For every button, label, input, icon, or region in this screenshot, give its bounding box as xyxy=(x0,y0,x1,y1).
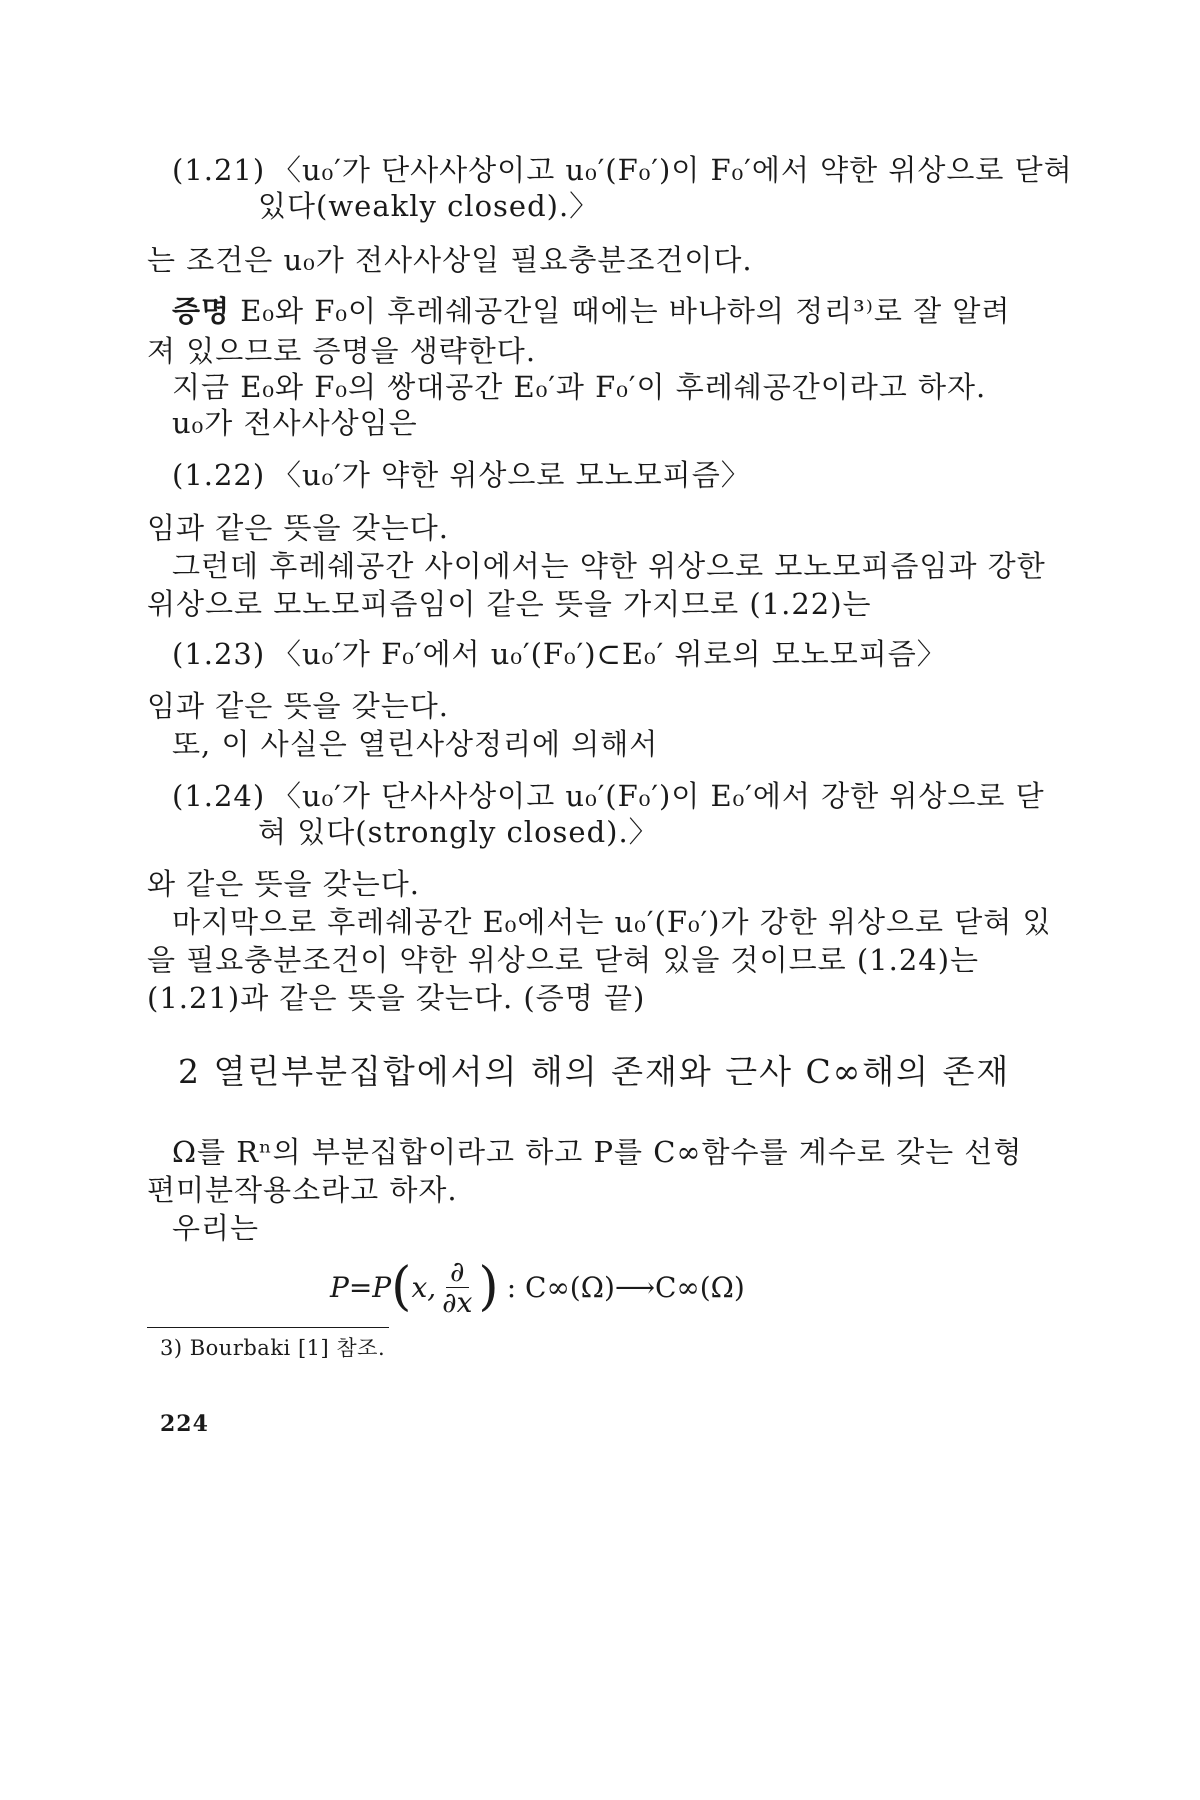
equation-1-23 xyxy=(172,636,947,672)
paragraph-line: 우리는 xyxy=(172,1211,260,1245)
formula-right-paren: ) xyxy=(478,1257,499,1317)
equation-number: (1.23) xyxy=(172,637,266,671)
paragraph-line: 는 조건은 u₀가 전사사상일 필요충분조건이다. xyxy=(147,243,753,277)
paragraph-line: u₀가 전사사상임은 xyxy=(172,406,418,440)
formula-arg: x, xyxy=(411,1270,437,1304)
paragraph-line: 편미분작용소라고 하자. xyxy=(147,1173,458,1207)
page-number: 224 xyxy=(160,1411,209,1437)
paragraph-line: 임과 같은 뜻을 갖는다. xyxy=(147,511,449,545)
equation-text: 〈u₀′가 단사사상이고 u₀′(F₀′)이 E₀′에서 강한 위상으로 닫 xyxy=(272,779,1045,813)
paragraph-line: (1.21)과 같은 뜻을 갖는다. (증명 끝) xyxy=(147,981,646,1015)
paragraph-line: 와 같은 뜻을 갖는다. xyxy=(147,867,420,901)
proof-line-1 xyxy=(172,293,1010,329)
paragraph-line: 을 필요충분조건이 약한 위상으로 닫혀 있을 것이므로 (1.24)는 xyxy=(147,943,980,977)
fraction-numerator: ∂ xyxy=(446,1257,468,1288)
equation-1-24-line-2: 혀 있다(strongly closed).〉 xyxy=(258,815,659,849)
paragraph-line: 또, 이 사실은 열린사상정리에 의해서 xyxy=(172,727,659,761)
equation-1-21-line-2: 있다(weakly closed).〉 xyxy=(258,189,600,223)
proof-text: E₀와 F₀이 후레쉐공간일 때에는 바나하의 정리³⁾로 잘 알려 xyxy=(230,294,1011,328)
equation-1-21-line-1 xyxy=(172,152,1073,188)
section-heading: 2 열린부분집합에서의 해의 존재와 근사 C∞해의 존재 xyxy=(178,1052,1011,1091)
equation-1-24-line-1 xyxy=(172,778,1045,814)
equation-text: 〈u₀′가 약한 위상으로 모노모피즘〉 xyxy=(272,458,751,492)
formula-left-paren: ( xyxy=(391,1257,412,1317)
paragraph-line: 위상으로 모노모피즘임이 같은 뜻을 가지므로 (1.22)는 xyxy=(147,587,872,621)
equation-number: (1.22) xyxy=(172,458,266,492)
formula-lhs: P=P xyxy=(330,1270,392,1304)
formula-fraction xyxy=(442,1254,473,1319)
equation-number: (1.24) xyxy=(172,779,266,813)
paragraph-line: 마지막으로 후레쉐공간 E₀에서는 u₀′(F₀′)가 강한 위상으로 닫혀 있 xyxy=(172,905,1052,939)
paragraph-line: Ω를 Rⁿ의 부분집합이라고 하고 P를 C∞함수를 계수로 갖는 선형 xyxy=(172,1135,1023,1169)
formula-rhs: : C∞(Ω)⟶C∞(Ω) xyxy=(506,1270,745,1304)
equation-text: 〈u₀′가 단사사상이고 u₀′(F₀′)이 F₀′에서 약한 위상으로 닫혀 xyxy=(272,153,1073,187)
equation-number: (1.21) xyxy=(172,153,266,187)
paragraph-line: 임과 같은 뜻을 갖는다. xyxy=(147,689,449,723)
proof-label: 증명 xyxy=(172,294,231,328)
paragraph-line: 그런데 후레쉐공간 사이에서는 약한 위상으로 모노모피즘임과 강한 xyxy=(172,549,1046,583)
footnote: 3) Bourbaki [1] 참조. xyxy=(160,1336,386,1360)
equation-1-22 xyxy=(172,457,751,493)
paragraph-line: 지금 E₀와 F₀의 쌍대공간 E₀′과 F₀′이 후레쉐공간이라고 하자. xyxy=(172,370,987,404)
display-formula xyxy=(330,1252,745,1322)
equation-text: 〈u₀′가 F₀′에서 u₀′(F₀′)⊂E₀′ 위로의 모노모피즘〉 xyxy=(272,637,947,671)
paragraph-line: 져 있으므로 증명을 생략한다. xyxy=(147,334,537,368)
footnote-rule xyxy=(147,1327,389,1328)
fraction-denominator: ∂x xyxy=(442,1285,473,1319)
